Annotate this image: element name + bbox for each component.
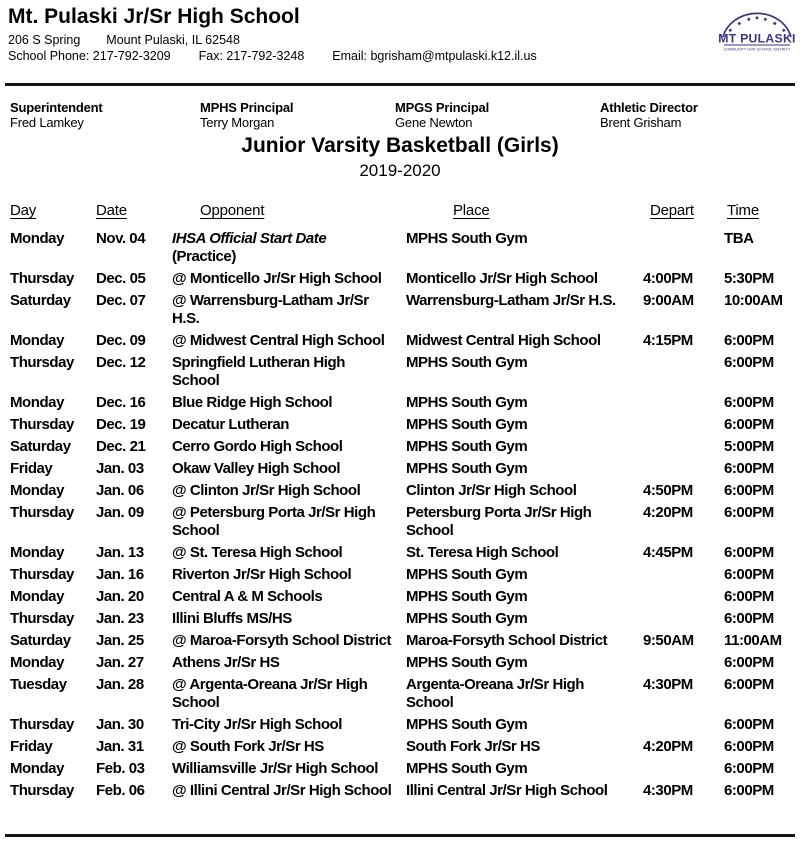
cell-depart: 4:00PM	[643, 270, 693, 287]
cell-date: Jan. 31	[96, 738, 144, 755]
cell-day: Thursday	[10, 610, 74, 627]
staff-athletic-director	[600, 100, 698, 130]
cell-place: MPHS South Gym	[406, 760, 528, 777]
cell-place: Warrensburg-Latham Jr/Sr H.S.	[406, 292, 616, 309]
cell-day: Thursday	[10, 716, 74, 733]
staff-title: Superintendent	[10, 100, 103, 115]
cell-opponent	[172, 270, 406, 288]
staff-mphs-principal	[200, 100, 293, 130]
opponent-text: Springfield Lutheran High School	[172, 354, 345, 389]
bottom-divider	[5, 834, 795, 837]
table-row	[10, 414, 800, 436]
cell-date: Dec. 05	[96, 270, 146, 287]
cell-place: MPHS South Gym	[406, 438, 528, 455]
cell-date: Dec. 19	[96, 416, 146, 433]
cell-opponent	[172, 292, 406, 328]
cell-date: Nov. 04	[96, 230, 146, 247]
cell-place: Midwest Central High School	[406, 332, 601, 349]
staff-name: Terry Morgan	[200, 115, 275, 130]
cell-time: 6:00PM	[724, 610, 774, 627]
school-address	[8, 33, 240, 47]
cell-time: 5:30PM	[724, 270, 774, 287]
table-row	[10, 652, 800, 674]
cell-opponent	[172, 632, 406, 650]
opponent-text: @ Monticello Jr/Sr High School	[172, 270, 382, 287]
school-name: Mt. Pulaski Jr/Sr High School	[8, 5, 300, 28]
address-street: 206 S Spring	[8, 33, 81, 47]
cell-time: 6:00PM	[724, 782, 774, 799]
cell-date: Jan. 20	[96, 588, 144, 605]
opponent-text: @ Illini Central Jr/Sr High School	[172, 782, 392, 799]
header-time: Time	[727, 202, 759, 219]
cell-day: Monday	[10, 482, 64, 499]
event-season: 2019-2020	[359, 161, 441, 180]
cell-time: 11:00AM	[724, 632, 782, 649]
table-row	[10, 330, 800, 352]
table-row	[10, 586, 800, 608]
table-row	[10, 352, 800, 392]
cell-date: Jan. 25	[96, 632, 144, 649]
cell-opponent	[172, 654, 406, 672]
cell-time: 6:00PM	[724, 716, 774, 733]
cell-place: MPHS South Gym	[406, 566, 528, 583]
opponent-text: IHSA Official Start Date	[172, 230, 327, 247]
cell-date: Dec. 16	[96, 394, 146, 411]
cell-place: St. Teresa High School	[406, 544, 559, 561]
cell-place: MPHS South Gym	[406, 716, 528, 733]
cell-date: Jan. 16	[96, 566, 144, 583]
opponent-text: @ St. Teresa High School	[172, 544, 343, 561]
cell-depart: 4:20PM	[643, 504, 693, 521]
cell-opponent	[172, 230, 406, 266]
opponent-text: @ South Fork Jr/Sr HS	[172, 738, 324, 755]
header-day: Day	[10, 202, 37, 219]
cell-date: Jan. 28	[96, 676, 144, 693]
table-row	[10, 502, 800, 542]
cell-opponent	[172, 460, 406, 478]
cell-day: Thursday	[10, 504, 74, 521]
cell-date: Feb. 03	[96, 760, 145, 777]
staff-title: MPGS Principal	[395, 100, 490, 115]
cell-date: Jan. 03	[96, 460, 144, 477]
cell-time: 6:00PM	[724, 354, 774, 371]
cell-time: 6:00PM	[724, 738, 774, 755]
cell-time: 6:00PM	[724, 654, 774, 671]
header-opponent: Opponent	[200, 202, 265, 219]
cell-opponent	[172, 738, 406, 756]
table-row	[10, 736, 800, 758]
opponent-text: @ Warrensburg-Latham Jr/Sr H.S.	[172, 292, 369, 327]
opponent-text: Decatur Lutheran	[172, 416, 289, 433]
cell-time: 5:00PM	[724, 438, 774, 455]
cell-opponent	[172, 760, 406, 778]
cell-place: MPHS South Gym	[406, 230, 528, 247]
cell-opponent	[172, 438, 406, 456]
opponent-text: @ Clinton Jr/Sr High School	[172, 482, 361, 499]
cell-depart: 4:45PM	[643, 544, 693, 561]
table-row	[10, 564, 800, 586]
cell-place: MPHS South Gym	[406, 460, 528, 477]
cell-date: Jan. 13	[96, 544, 144, 561]
opponent-text: Central A & M Schools	[172, 588, 323, 605]
header-depart: Depart	[650, 202, 694, 219]
cell-time: 6:00PM	[724, 332, 774, 349]
cell-day: Friday	[10, 460, 53, 477]
cell-depart: 4:50PM	[643, 482, 693, 499]
table-row	[10, 268, 800, 290]
cell-day: Saturday	[10, 438, 71, 455]
staff-title: Athletic Director	[600, 100, 698, 115]
cell-day: Monday	[10, 544, 64, 561]
cell-time: 6:00PM	[724, 566, 774, 583]
cell-date: Jan. 23	[96, 610, 144, 627]
cell-time: 6:00PM	[724, 504, 774, 521]
opponent-text: Athens Jr/Sr HS	[172, 654, 280, 671]
cell-time: TBA	[724, 230, 754, 247]
opponent-text: Cerro Gordo High School	[172, 438, 343, 455]
cell-place: Maroa-Forsyth School District	[406, 632, 608, 649]
cell-day: Monday	[10, 760, 64, 777]
cell-day: Monday	[10, 394, 64, 411]
opponent-text: @ Petersburg Porta Jr/Sr High School	[172, 504, 376, 539]
header-date: Date	[96, 202, 127, 219]
cell-day: Thursday	[10, 354, 74, 371]
cell-date: Dec. 12	[96, 354, 146, 371]
cell-time: 6:00PM	[724, 460, 774, 477]
cell-time: 6:00PM	[724, 588, 774, 605]
cell-depart: 9:50AM	[643, 632, 694, 649]
cell-opponent	[172, 676, 406, 712]
cell-date: Dec. 21	[96, 438, 146, 455]
cell-place: Clinton Jr/Sr High School	[406, 482, 577, 499]
cell-depart: 4:15PM	[643, 332, 693, 349]
cell-day: Monday	[10, 654, 64, 671]
cell-time: 6:00PM	[724, 676, 774, 693]
cell-day: Monday	[10, 332, 64, 349]
staff-superintendent	[10, 100, 103, 130]
cell-date: Dec. 07	[96, 292, 146, 309]
schedule-table	[0, 202, 800, 802]
cell-day: Thursday	[10, 782, 74, 799]
cell-opponent	[172, 610, 406, 628]
cell-depart: 4:30PM	[643, 782, 693, 799]
cell-opponent	[172, 716, 406, 734]
opponent-text: @ Midwest Central High School	[172, 332, 385, 349]
staff-name: Fred Lamkey	[10, 115, 84, 130]
staff-name: Brent Grisham	[600, 115, 682, 130]
logo-tagline: COMMUNITY UNIT SCHOOL DISTRICT	[723, 47, 791, 52]
opponent-text: @ Argenta-Oreana Jr/Sr High School	[172, 676, 368, 711]
staff-title: MPHS Principal	[200, 100, 294, 115]
staff-name: Gene Newton	[395, 115, 473, 130]
opponent-text: Tri-City Jr/Sr High School	[172, 716, 342, 733]
cell-opponent	[172, 354, 406, 390]
table-row	[10, 458, 800, 480]
cell-day: Saturday	[10, 632, 71, 649]
table-row	[10, 436, 800, 458]
opponent-text: @ Maroa-Forsyth School District	[172, 632, 392, 649]
table-row	[10, 608, 800, 630]
cell-place: MPHS South Gym	[406, 416, 528, 433]
schedule-table-header	[10, 202, 800, 219]
cell-day: Friday	[10, 738, 53, 755]
address-city: Mount Pulaski, IL 62548	[106, 33, 240, 47]
cell-opponent	[172, 416, 406, 434]
table-row	[10, 780, 800, 802]
schedule-table-body	[10, 228, 800, 802]
school-phone: School Phone: 217-792-3209	[8, 49, 171, 63]
cell-opponent	[172, 782, 406, 800]
table-row	[10, 290, 800, 330]
cell-day: Thursday	[10, 270, 74, 287]
staff-mpgs-principal	[395, 100, 489, 130]
cell-date: Jan. 30	[96, 716, 144, 733]
cell-place: MPHS South Gym	[406, 610, 528, 627]
cell-depart: 9:00AM	[643, 292, 694, 309]
table-row	[10, 542, 800, 564]
cell-date: Jan. 06	[96, 482, 144, 499]
cell-place: South Fork Jr/Sr HS	[406, 738, 540, 755]
table-row	[10, 480, 800, 502]
staff-row	[0, 100, 800, 134]
table-row	[10, 714, 800, 736]
cell-place: Monticello Jr/Sr High School	[406, 270, 598, 287]
cell-opponent	[172, 566, 406, 584]
cell-opponent	[172, 588, 406, 606]
cell-place: Petersburg Porta Jr/Sr High School	[406, 504, 592, 539]
cell-time: 6:00PM	[724, 544, 774, 561]
cell-time: 10:00AM	[724, 292, 783, 309]
cell-opponent	[172, 482, 406, 500]
opponent-text: Williamsville Jr/Sr High School	[172, 760, 378, 777]
cell-place: Argenta-Oreana Jr/Sr High School	[406, 676, 584, 711]
opponent-text: Riverton Jr/Sr High School	[172, 566, 352, 583]
cell-opponent	[172, 504, 406, 540]
header-place: Place	[453, 202, 490, 219]
cell-opponent	[172, 332, 406, 350]
school-contact	[8, 49, 537, 63]
cell-date: Jan. 27	[96, 654, 144, 671]
cell-place: MPHS South Gym	[406, 354, 528, 371]
opponent-text: Illini Bluffs MS/HS	[172, 610, 292, 627]
table-row	[10, 674, 800, 714]
cell-time: 6:00PM	[724, 482, 774, 499]
opponent-text: Okaw Valley High School	[172, 460, 341, 477]
cell-date: Feb. 06	[96, 782, 145, 799]
cell-opponent	[172, 544, 406, 562]
cell-place: Illini Central Jr/Sr High School	[406, 782, 608, 799]
cell-opponent	[172, 394, 406, 412]
top-divider	[5, 83, 795, 86]
table-row	[10, 392, 800, 414]
cell-place: MPHS South Gym	[406, 394, 528, 411]
event-title: Junior Varsity Basketball (Girls)	[241, 134, 559, 157]
cell-day: Monday	[10, 230, 64, 247]
table-row	[10, 228, 800, 268]
cell-date: Jan. 09	[96, 504, 144, 521]
cell-day: Monday	[10, 588, 64, 605]
school-fax: Fax: 217-792-3248	[198, 49, 305, 63]
cell-time: 6:00PM	[724, 416, 774, 433]
district-logo-icon	[718, 10, 796, 54]
cell-time: 6:00PM	[724, 394, 774, 411]
cell-day: Saturday	[10, 292, 71, 309]
cell-depart: 4:30PM	[643, 676, 693, 693]
cell-place: MPHS South Gym	[406, 588, 528, 605]
school-email: Email: bgrisham@mtpulaski.k12.il.us	[332, 49, 537, 63]
cell-time: 6:00PM	[724, 760, 774, 777]
cell-day: Thursday	[10, 416, 74, 433]
opponent-text: Blue Ridge High School	[172, 394, 333, 411]
cell-date: Dec. 09	[96, 332, 146, 349]
cell-day: Tuesday	[10, 676, 67, 693]
opponent-note: (Practice)	[172, 248, 236, 265]
table-row	[10, 758, 800, 780]
cell-place: MPHS South Gym	[406, 654, 528, 671]
table-row	[10, 630, 800, 652]
logo-text: MT PULASKI	[718, 31, 796, 46]
cell-depart: 4:20PM	[643, 738, 693, 755]
cell-day: Thursday	[10, 566, 74, 583]
